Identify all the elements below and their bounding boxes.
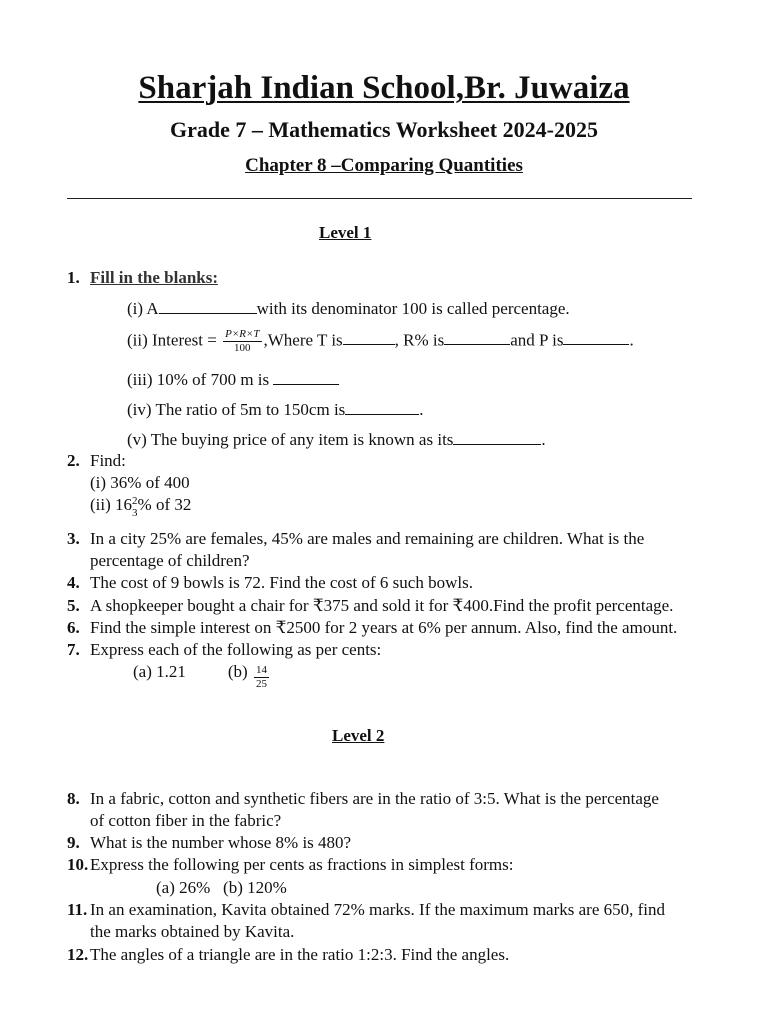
question-number: 9. bbox=[67, 833, 80, 852]
question-text: What is the number whose 8% is 480? bbox=[90, 833, 352, 852]
q1-part-v bbox=[127, 429, 546, 451]
q7-fraction bbox=[254, 664, 269, 691]
q1-ii-r: , R% is bbox=[394, 330, 445, 350]
worksheet-title: Grade 7 – Mathematics Worksheet 2024-2025 bbox=[170, 117, 598, 142]
q1-part-ii bbox=[127, 328, 634, 355]
chapter-title: Chapter 8 –Comparing Quantities bbox=[245, 155, 523, 176]
fraction-numerator: P×R×T bbox=[225, 328, 260, 340]
question-number: 4. bbox=[67, 573, 80, 592]
question-text-line-2: percentage of children? bbox=[90, 551, 250, 570]
q2-part-i: (i) 36% of 400 bbox=[90, 473, 190, 492]
answer-blank[interactable] bbox=[343, 330, 395, 345]
question-text: The angles of a triangle are in the ratio 1:2:3. Find the angles. bbox=[90, 945, 510, 964]
q10-parts: (a) 26% (b) 120% bbox=[156, 878, 287, 897]
q2-ii-whole: (ii) 16 bbox=[90, 495, 133, 514]
answer-blank[interactable] bbox=[453, 430, 541, 445]
q1-part-iii bbox=[127, 369, 339, 391]
q1-i-prefix: (i) A bbox=[127, 299, 159, 318]
q2-part-ii bbox=[90, 494, 191, 519]
fill-blanks-title: Fill in the blanks: bbox=[90, 268, 219, 287]
level-1-heading: Level 1 bbox=[319, 223, 372, 242]
q7-part-a: (a) 1.21 bbox=[133, 662, 186, 681]
q1-ii-where-t: ,Where T is bbox=[263, 330, 343, 350]
question-number: 8. bbox=[67, 789, 80, 808]
answer-blank[interactable] bbox=[159, 299, 257, 314]
question-number: 12. bbox=[67, 945, 89, 964]
q1-iv-end: . bbox=[419, 400, 424, 419]
fraction-denominator: 100 bbox=[234, 342, 251, 354]
q1-part-iv bbox=[127, 399, 424, 421]
question-text: Find: bbox=[90, 451, 126, 470]
q2-ii-suffix: % of 32 bbox=[137, 495, 192, 514]
q7-part-b: (b) bbox=[227, 662, 248, 681]
q7-parts bbox=[133, 661, 271, 691]
question-text: A shopkeeper bought a chair for ₹375 and sold it for ₹400.Find the profit percentage. bbox=[90, 596, 674, 615]
question-text-line-1: In a city 25% are females, 45% are males and remaining are children. What is the bbox=[90, 529, 645, 548]
question-text-line-2: of cotton fiber in the fabric? bbox=[90, 811, 282, 830]
q1-ii-end: . bbox=[629, 330, 634, 350]
question-number: 7. bbox=[67, 640, 80, 659]
question-number: 3. bbox=[67, 529, 80, 548]
fraction-denominator: 25 bbox=[255, 678, 267, 690]
header-divider bbox=[67, 198, 692, 199]
q1-i-suffix: with its denominator 100 is called percentage. bbox=[256, 299, 570, 318]
question-text-line-1: In a fabric, cotton and synthetic fibers are in the ratio of 3:5. What is the percentage bbox=[90, 789, 659, 808]
question-number: 1. bbox=[67, 268, 80, 287]
question-text-line-1: In an examination, Kavita obtained 72% marks. If the maximum marks are 650, find bbox=[90, 900, 666, 919]
answer-blank[interactable] bbox=[563, 330, 629, 345]
question-text: The cost of 9 bowls is 72. Find the cost of 6 such bowls. bbox=[90, 573, 473, 592]
q1-v-end: . bbox=[541, 430, 546, 449]
question-number: 11. bbox=[67, 900, 88, 919]
question-number: 10. bbox=[67, 855, 89, 874]
answer-blank[interactable] bbox=[273, 370, 339, 385]
question-text: Find the simple interest on ₹2500 for 2 years at 6% per annum. Also, find the amount. bbox=[90, 618, 678, 637]
question-number: 2. bbox=[67, 451, 80, 470]
question-number: 5. bbox=[67, 596, 80, 615]
question-number: 6. bbox=[67, 618, 80, 637]
fraction-numerator: 14 bbox=[255, 664, 267, 676]
level-2-heading: Level 2 bbox=[332, 726, 385, 745]
q1-ii-p: and P is bbox=[510, 330, 564, 350]
q1-iv-text: (iv) The ratio of 5m to 150cm is bbox=[127, 400, 346, 419]
school-name: Sharjah Indian School,Br. Juwaiza bbox=[138, 70, 630, 106]
answer-blank[interactable] bbox=[444, 330, 510, 345]
answer-blank[interactable] bbox=[345, 400, 419, 415]
fraction-denominator: 3 bbox=[132, 507, 138, 519]
interest-formula-fraction bbox=[223, 328, 261, 355]
q1-ii-prefix: (ii) Interest = bbox=[127, 330, 217, 350]
q1-v-text: (v) The buying price of any item is known as its bbox=[127, 430, 454, 449]
fraction-numerator: 2 bbox=[132, 495, 138, 507]
q1-iii-text: (iii) 10% of 700 m is bbox=[127, 370, 270, 389]
question-text: Express the following per cents as fractions in simplest forms: bbox=[90, 855, 514, 874]
question-text: Express each of the following as per cents: bbox=[90, 640, 382, 659]
question-text-line-2: the marks obtained by Kavita. bbox=[90, 922, 295, 941]
q1-part-i bbox=[127, 298, 570, 320]
